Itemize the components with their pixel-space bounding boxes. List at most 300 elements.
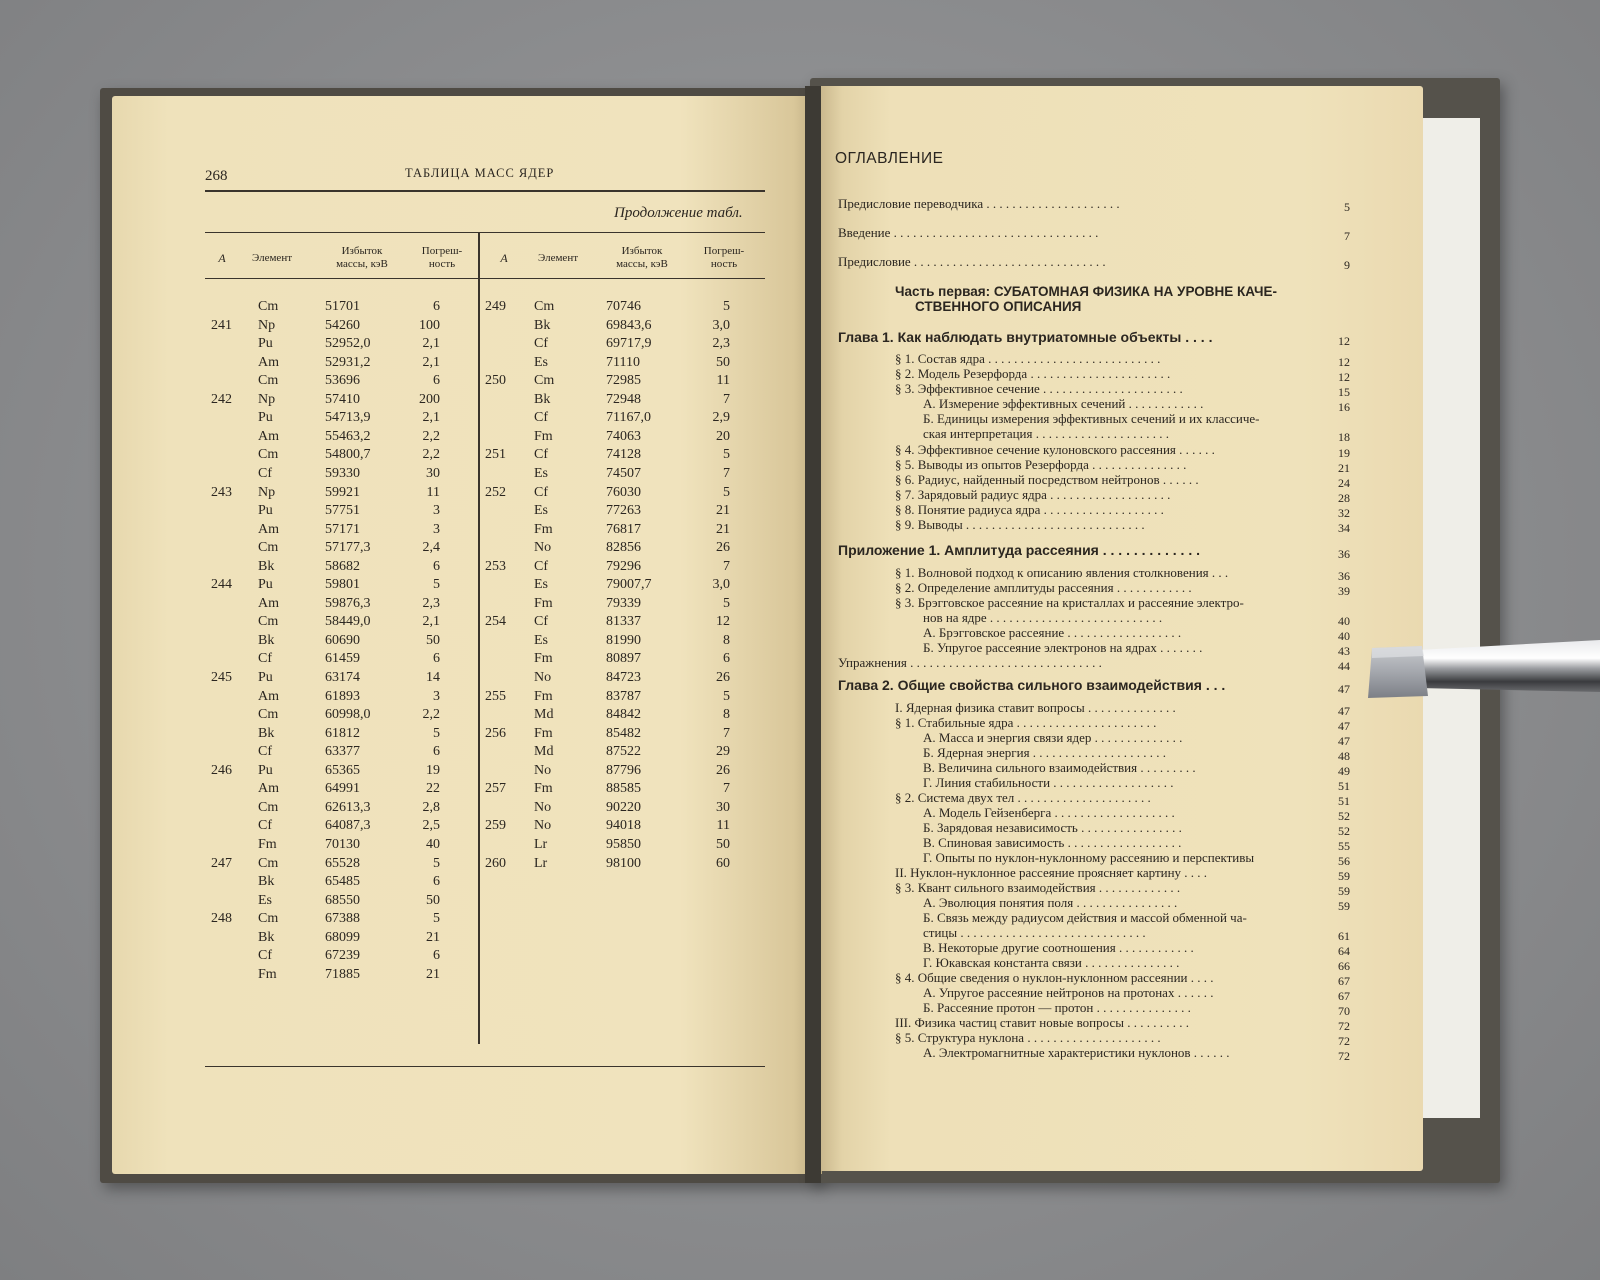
toc-entry: III. Физика частиц ставит новые вопросы . . . . . . . . . .: [895, 1015, 1189, 1030]
header-excess-1b: массы, кэВ: [336, 258, 388, 270]
table-cell-mass-excess: 64087,3: [325, 818, 371, 834]
header-excess-1a: Избыток: [341, 245, 383, 257]
table-cell-error: 8: [723, 632, 730, 648]
table-cell-element: Pu: [258, 577, 273, 593]
table-cell-mass-excess: 60998,0: [325, 707, 371, 723]
table-cell-error: 30: [716, 799, 730, 815]
header-error-1b: ность: [428, 258, 456, 270]
table-cell-mass-excess: 74128: [606, 447, 641, 463]
table-cell-mass-excess: 88585: [606, 781, 641, 797]
toc-entry: § 2. Система двух тел . . . . . . . . . . . . . . . . . . . . .: [895, 790, 1151, 805]
book-spine: [805, 86, 821, 1183]
table-cell-element: Cf: [258, 948, 272, 964]
table-cell-error: 6: [433, 948, 440, 964]
table-cell-mass-excess: 58449,0: [325, 614, 371, 630]
table-cell-error: 2,9: [712, 410, 730, 426]
table-cell-element: Cm: [258, 707, 279, 723]
table-cell-element: No: [534, 799, 552, 815]
table-cell-mass-excess: 52931,2: [325, 354, 371, 370]
table-cell-element: Bk: [534, 317, 551, 333]
table-cell-mass-excess: 95850: [606, 836, 641, 852]
table-cell-error: 5: [723, 484, 730, 500]
toc-page-number: 70: [1338, 1004, 1350, 1018]
toc-page-number: 9: [1344, 258, 1350, 272]
table-cell-element: Lr: [534, 855, 548, 871]
table-cell-mass-excess: 58682: [325, 558, 360, 574]
table-cell-element: Cm: [258, 855, 279, 871]
table-cell-mass-excess: 98100: [606, 855, 641, 871]
table-cell-error: 50: [716, 836, 730, 852]
table-cell-error: 2,3: [422, 595, 440, 611]
table-cell-mass-excess: 64991: [325, 781, 360, 797]
table-cell-mass-excess: 55463,2: [325, 428, 371, 444]
table-cell-element: Pu: [258, 336, 273, 352]
table-cell-mass-excess: 54713,9: [325, 410, 371, 426]
table-cell-error: 100: [419, 317, 440, 333]
toc-page-number: 47: [1338, 682, 1350, 696]
table-cell-element: Md: [534, 707, 554, 723]
table-cell-error: 30: [426, 465, 440, 481]
toc-page-number: 61: [1338, 929, 1350, 943]
toc-page-number: 40: [1338, 614, 1350, 628]
table-cell-mass-excess: 70130: [325, 836, 360, 852]
table-cell-mass-number: 249: [485, 299, 506, 314]
table-cell-mass-excess: 87522: [606, 744, 641, 760]
toc-page-number: 52: [1338, 824, 1350, 838]
toc-entry: Предисловие . . . . . . . . . . . . . . . . . . . . . . . . . . . . . .: [838, 254, 1106, 269]
table-cell-error: 7: [723, 781, 730, 797]
table-cell-mass-excess: 63377: [325, 744, 360, 760]
toc-entry: § 9. Выводы . . . . . . . . . . . . . . . . . . . . . . . . . . . .: [895, 517, 1145, 532]
table-cell-element: Np: [258, 484, 276, 500]
toc-entry: нов на ядре . . . . . . . . . . . . . . . . . . . . . . . . . . .: [923, 610, 1163, 625]
table-cell-mass-excess: 80897: [606, 651, 641, 667]
toc-page-number: 19: [1338, 446, 1350, 460]
table-cell-mass-excess: 57171: [325, 521, 360, 537]
table-cell-mass-excess: 71110: [606, 354, 640, 370]
table-cell-error: 6: [723, 651, 730, 667]
toc-page-number: 39: [1338, 584, 1350, 598]
table-cell-mass-excess: 71167,0: [606, 410, 651, 426]
toc-page-number: 51: [1338, 779, 1350, 793]
toc-page-number: 44: [1338, 659, 1350, 673]
table-cell-element: Cm: [258, 447, 279, 463]
toc-page-number: 72: [1338, 1019, 1350, 1033]
table-cell-error: 5: [433, 577, 440, 593]
table-cell-element: Fm: [534, 781, 553, 797]
toc-page-number: 47: [1338, 719, 1350, 733]
table-cell-mass-excess: 67388: [325, 911, 360, 927]
toc-page-number: 36: [1338, 547, 1350, 561]
table-cell-element: Lr: [534, 836, 548, 852]
toc-entry: § 4. Общие сведения о нуклон-нуклонном рассеянии . . . .: [895, 970, 1214, 985]
table-cell-mass-number: 246: [211, 762, 232, 778]
table-cell-element: Es: [258, 892, 272, 908]
table-cell-element: Cf: [534, 336, 548, 352]
toc-page-number: 16: [1338, 400, 1350, 414]
table-cell-element: Am: [258, 781, 279, 797]
table-cell-error: 3: [433, 521, 440, 537]
table-cell-element: Bk: [534, 391, 551, 407]
table-cell-mass-excess: 84842: [606, 707, 641, 723]
table-cell-element: Am: [258, 521, 279, 537]
toc-entry: Б. Зарядовая независимость . . . . . . . . . . . . . . . .: [923, 820, 1182, 835]
toc-entry: СТВЕННОГО ОПИСАНИЯ: [915, 299, 1082, 314]
toc-page-number: 55: [1338, 839, 1350, 853]
table-cell-error: 26: [716, 670, 730, 685]
toc-page-number: 59: [1338, 869, 1350, 883]
toc-entry: Предисловие переводчика . . . . . . . . . . . . . . . . . . . . .: [838, 196, 1120, 211]
table-cell-mass-excess: 57410: [325, 391, 360, 407]
table-cell-mass-number: 253: [485, 558, 506, 574]
toc-page-number: 32: [1338, 506, 1350, 520]
table-cell-mass-number: 241: [211, 317, 232, 333]
table-cell-error: 3,0: [712, 577, 730, 593]
table-cell-mass-number: 248: [211, 911, 232, 927]
table-cell-error: 3: [433, 503, 440, 519]
table-cell-element: Am: [258, 595, 279, 611]
table-cell-error: 11: [426, 484, 440, 500]
table-cell-mass-excess: 85482: [606, 725, 641, 741]
table-cell-mass-excess: 61893: [325, 688, 360, 704]
table-cell-element: Np: [258, 391, 276, 407]
table-cell-element: Am: [258, 688, 279, 704]
table-cell-element: No: [534, 540, 552, 556]
table-cell-error: 200: [419, 391, 440, 407]
table-cell-error: 5: [723, 595, 730, 611]
toc-entry: Упражнения . . . . . . . . . . . . . . . . . . . . . . . . . . . . . .: [838, 655, 1102, 670]
table-cell-mass-excess: 61812: [325, 725, 360, 741]
table-cell-element: Pu: [258, 762, 273, 778]
table-cell-error: 11: [716, 373, 730, 389]
table-cell-mass-excess: 83787: [606, 688, 641, 704]
table-cell-mass-excess: 61459: [325, 651, 360, 667]
table-cell-error: 3: [433, 688, 440, 704]
table-cell-error: 6: [433, 558, 440, 574]
header-element-1: Элемент: [251, 252, 293, 264]
table-cell-element: Cm: [258, 799, 279, 815]
table-cell-element: Cm: [258, 911, 279, 927]
toc-page-number: 59: [1338, 884, 1350, 898]
header-a-1: A: [218, 251, 226, 265]
table-cell-mass-excess: 57751: [325, 503, 360, 519]
table-cell-error: 2,1: [422, 614, 440, 630]
table-cell-mass-excess: 81990: [606, 632, 641, 648]
table-cell-error: 8: [723, 707, 730, 723]
table-cell-element: Bk: [258, 725, 275, 741]
table-cell-element: Cf: [258, 818, 272, 834]
header-error-2b: ность: [710, 258, 738, 270]
table-cell-mass-excess: 59330: [325, 465, 360, 481]
table-cell-element: Fm: [534, 428, 553, 444]
table-cell-error: 2,1: [422, 336, 440, 352]
table-cell-element: No: [534, 762, 552, 778]
table-cell-error: 2,8: [422, 799, 440, 815]
toc-entry: § 6. Радиус, найденный посредством нейтронов . . . . . .: [895, 472, 1199, 487]
toc-entry: § 1. Стабильные ядра . . . . . . . . . . . . . . . . . . . . . .: [895, 715, 1157, 730]
toc-page-number: 12: [1338, 370, 1350, 384]
toc-entry: Б. Единицы измерения эффективных сечений и их классиче-: [923, 411, 1260, 426]
table-cell-mass-excess: 76817: [606, 521, 641, 537]
toc-entry: Глава 1. Как наблюдать внутриатомные объекты . . . .: [838, 330, 1213, 345]
table-cell-element: Cf: [534, 614, 548, 630]
toc-page-number: 47: [1338, 704, 1350, 718]
toc-page-number: 15: [1338, 385, 1350, 399]
table-cell-error: 21: [426, 966, 440, 982]
table-cell-mass-number: 245: [211, 670, 232, 685]
toc-entry: Часть первая: СУБАТОМНАЯ ФИЗИКА НА УРОВНЕ КАЧЕ-: [895, 284, 1277, 299]
toc-entry: Б. Ядерная энергия . . . . . . . . . . . . . . . . . . . . .: [923, 745, 1167, 760]
page-number: 268: [205, 168, 228, 184]
table-cell-error: 6: [433, 373, 440, 389]
header-error-2a: Погреш-: [703, 245, 745, 257]
toc-entry: § 1. Состав ядра . . . . . . . . . . . . . . . . . . . . . . . . . . .: [895, 351, 1161, 366]
toc-page-number: 12: [1338, 355, 1350, 369]
table-cell-mass-excess: 62613,3: [325, 799, 371, 815]
table-cell-error: 11: [716, 818, 730, 834]
table-cell-mass-excess: 74063: [606, 428, 641, 444]
table-cell-mass-excess: 65365: [325, 762, 360, 778]
table-cell-mass-excess: 74507: [606, 465, 641, 481]
table-cell-element: Pu: [258, 410, 273, 426]
table-cell-error: 5: [723, 299, 730, 314]
table-cell-error: 2,2: [422, 428, 440, 444]
toc-entry: Б. Рассеяние протон — протон . . . . . . . . . . . . . . .: [923, 1000, 1191, 1015]
table-cell-mass-excess: 68550: [325, 892, 360, 908]
table-continuation-label: Продолжение табл.: [614, 205, 743, 221]
table-cell-error: 2,2: [422, 707, 440, 723]
table-cell-element: Cf: [258, 744, 272, 760]
toc-entry: В. Величина сильного взаимодействия . . . . . . . . .: [923, 760, 1196, 775]
toc-page-number: 21: [1338, 461, 1350, 475]
table-cell-mass-excess: 79007,7: [606, 577, 652, 593]
table-cell-element: Am: [258, 428, 279, 444]
toc-page-number: 64: [1338, 944, 1350, 958]
table-cell-error: 6: [433, 299, 440, 314]
toc-entry: А. Упругое рассеяние нейтронов на протонах . . . . . .: [923, 985, 1214, 1000]
toc-page-number: 51: [1338, 794, 1350, 808]
table-cell-mass-excess: 72985: [606, 373, 641, 389]
table-cell-error: 26: [716, 540, 730, 556]
toc-entry: § 3. Квант сильного взаимодействия . . . . . . . . . . . . .: [895, 880, 1181, 895]
table-cell-mass-excess: 87796: [606, 762, 641, 778]
table-cell-error: 6: [433, 744, 440, 760]
toc-entry: II. Нуклон-нуклонное рассеяние проясняет картину . . . .: [895, 865, 1208, 880]
table-cell-error: 7: [723, 465, 730, 481]
header-a-2: A: [500, 251, 508, 265]
table-cell-error: 22: [426, 781, 440, 797]
table-cell-element: No: [534, 818, 552, 834]
table-cell-error: 14: [426, 670, 440, 685]
table-cell-element: Cm: [258, 614, 279, 630]
toc-entry: А. Брэгговское рассеяние . . . . . . . . . . . . . . . . . .: [923, 625, 1182, 640]
toc-page-number: 12: [1338, 334, 1350, 348]
table-cell-mass-number: 256: [485, 725, 506, 741]
table-cell-element: Bk: [258, 558, 275, 574]
table-cell-mass-excess: 82856: [606, 540, 641, 556]
table-cell-mass-number: 255: [485, 688, 506, 704]
table-cell-element: Cm: [258, 299, 279, 314]
table-cell-mass-excess: 81337: [606, 614, 641, 630]
table-cell-element: Cm: [534, 299, 555, 314]
table-cell-mass-excess: 71885: [325, 966, 360, 982]
toc-page-number: 66: [1338, 959, 1350, 973]
toc-page-number: 43: [1338, 644, 1350, 658]
table-cell-mass-excess: 67239: [325, 948, 360, 964]
table-cell-error: 60: [716, 855, 730, 871]
toc-title: ОГЛАВЛЕНИЕ: [835, 150, 944, 167]
table-cell-element: Bk: [258, 929, 275, 945]
table-cell-element: Pu: [258, 670, 273, 685]
table-cell-element: No: [534, 670, 552, 685]
toc-page-number: 56: [1338, 854, 1350, 868]
table-cell-mass-number: 260: [485, 855, 506, 871]
header-excess-2a: Избыток: [621, 245, 663, 257]
table-cell-element: Es: [534, 354, 548, 370]
table-cell-element: Cf: [258, 651, 272, 667]
table-cell-mass-excess: 94018: [606, 818, 641, 834]
table-cell-error: 21: [716, 503, 730, 519]
toc-page-number: 5: [1344, 200, 1350, 214]
table-cell-mass-excess: 68099: [325, 929, 360, 945]
table-cell-mass-excess: 60690: [325, 632, 360, 648]
table-cell-element: Am: [258, 354, 279, 370]
table-cell-error: 6: [433, 651, 440, 667]
table-cell-mass-number: 259: [485, 818, 506, 834]
table-cell-mass-number: 242: [211, 391, 232, 407]
table-cell-element: Md: [534, 744, 554, 760]
table-cell-element: Fm: [534, 725, 553, 741]
table-cell-error: 7: [723, 391, 730, 407]
toc-entry: Б. Связь между радиусом действия и массой обменной ча-: [923, 910, 1247, 925]
table-cell-element: Cm: [534, 373, 555, 389]
table-cell-mass-excess: 57177,3: [325, 540, 371, 556]
table-cell-mass-excess: 65528: [325, 855, 360, 871]
toc-entry: Введение . . . . . . . . . . . . . . . . . . . . . . . . . . . . . . . .: [838, 225, 1099, 240]
toc-page-number: 49: [1338, 764, 1350, 778]
toc-entry: Г. Юкавская константа связи . . . . . . . . . . . . . . .: [923, 955, 1180, 970]
table-cell-mass-excess: 53696: [325, 373, 360, 389]
table-cell-mass-excess: 79296: [606, 558, 641, 574]
table-cell-mass-excess: 76030: [606, 484, 641, 500]
toc-entry: I. Ядерная физика ставит вопросы . . . . . . . . . . . . . .: [895, 700, 1176, 715]
table-cell-element: Bk: [258, 632, 275, 648]
toc-entry: Приложение 1. Амплитуда рассеяния . . . . . . . . . . . . .: [838, 543, 1200, 558]
table-cell-mass-excess: 59801: [325, 577, 360, 593]
table-cell-element: Cm: [258, 373, 279, 389]
table-cell-error: 21: [426, 929, 440, 945]
toc-page-number: 18: [1338, 430, 1350, 444]
table-cell-error: 5: [433, 855, 440, 871]
toc-entry: § 2. Модель Резерфорда . . . . . . . . . . . . . . . . . . . . . .: [895, 366, 1171, 381]
table-cell-mass-excess: 69717,9: [606, 336, 652, 352]
table-cell-mass-number: 251: [485, 447, 506, 463]
table-cell-error: 2,2: [422, 447, 440, 463]
table-cell-mass-excess: 63174: [325, 670, 360, 685]
table-header-rule: [205, 278, 765, 279]
toc-entry: А. Масса и энергия связи ядер . . . . . . . . . . . . . .: [923, 730, 1183, 745]
table-cell-mass-number: 250: [485, 373, 506, 389]
table-cell-error: 5: [433, 725, 440, 741]
table-cell-mass-excess: 59921: [325, 484, 360, 500]
header-excess-2b: массы, кэВ: [616, 258, 668, 270]
toc-entry: § 3. Брэгговское рассеяние на кристаллах и рассеяние электро-: [895, 595, 1244, 610]
table-cell-error: 50: [426, 632, 440, 648]
table-cell-mass-excess: 90220: [606, 799, 641, 815]
toc-entry: А. Модель Гейзенберга . . . . . . . . . . . . . . . . . . .: [923, 805, 1175, 820]
table-cell-error: 12: [716, 614, 730, 630]
table-cell-mass-excess: 70746: [606, 299, 641, 314]
toc-entry: Глава 2. Общие свойства сильного взаимодействия . . .: [838, 678, 1226, 693]
toc-page-number: 7: [1344, 229, 1350, 243]
table-cell-element: Fm: [534, 521, 553, 537]
table-cell-error: 7: [723, 558, 730, 574]
table-cell-mass-excess: 77263: [606, 503, 641, 519]
toc-entry: В. Спиновая зависимость . . . . . . . . . . . . . . . . . .: [923, 835, 1182, 850]
table-cell-mass-number: 257: [485, 781, 506, 797]
table-cell-error: 21: [716, 521, 730, 537]
table-cell-mass-number: 254: [485, 614, 506, 630]
table-cell-mass-excess: 69843,6: [606, 317, 652, 333]
toc-entry: стицы . . . . . . . . . . . . . . . . . . . . . . . . . . . . .: [923, 925, 1146, 940]
table-cell-mass-excess: 51701: [325, 299, 360, 314]
toc-page-number: 36: [1338, 569, 1350, 583]
toc-page-number: 59: [1338, 899, 1350, 913]
table-cell-mass-excess: 79339: [606, 595, 641, 611]
toc-page-number: 34: [1338, 521, 1350, 535]
table-cell-element: Np: [258, 317, 276, 333]
toc-entry: Б. Упругое рассеяние электронов на ядрах . . . . . . .: [923, 640, 1203, 655]
toc-entry: Г. Опыты по нуклон-нуклонному рассеянию и перспективы: [923, 850, 1255, 865]
table-cell-error: 29: [716, 744, 730, 760]
toc-page-number: 67: [1338, 989, 1350, 1003]
toc-page-number: 72: [1338, 1034, 1350, 1048]
table-cell-error: 7: [723, 725, 730, 741]
table-cell-element: Cf: [534, 484, 548, 500]
toc-entry: § 3. Эффективное сечение . . . . . . . . . . . . . . . . . . . . . .: [895, 381, 1183, 396]
header-error-1a: Погреш-: [421, 245, 463, 257]
table-cell-mass-excess: 72948: [606, 391, 641, 407]
table-cell-element: Fm: [534, 651, 553, 667]
toc-entry: § 8. Понятие радиуса ядра . . . . . . . . . . . . . . . . . . .: [895, 502, 1164, 517]
header-rule: [205, 190, 765, 192]
table-cell-element: Es: [534, 577, 548, 593]
table-cell-error: 40: [426, 836, 440, 852]
table-cell-error: 26: [716, 762, 730, 778]
table-cell-error: 5: [433, 911, 440, 927]
table-top-rule: [205, 232, 765, 233]
toc-entry: Г. Линия стабильности . . . . . . . . . . . . . . . . . . .: [923, 775, 1174, 790]
toc-entry: ская интерпретация . . . . . . . . . . . . . . . . . . . . .: [923, 426, 1169, 441]
toc-entry: § 4. Эффективное сечение кулоновского рассеяния . . . . . .: [895, 442, 1215, 457]
table-cell-element: Fm: [258, 966, 277, 982]
toc-page-number: 48: [1338, 749, 1350, 763]
running-head: ТАБЛИЦА МАСС ЯДЕР: [405, 166, 555, 180]
table-cell-element: Bk: [258, 874, 275, 890]
table-cell-error: 2,1: [422, 354, 440, 370]
table-cell-error: 50: [716, 354, 730, 370]
table-cell-mass-excess: 54800,7: [325, 447, 371, 463]
toc-entry: А. Электромагнитные характеристики нуклонов . . . . . .: [923, 1045, 1230, 1060]
table-cell-error: 20: [716, 428, 730, 444]
toc-page-number: 72: [1338, 1049, 1350, 1063]
table-cell-mass-number: 244: [211, 577, 232, 593]
table-cell-element: Es: [534, 503, 548, 519]
table-cell-error: 3,0: [712, 317, 730, 333]
table-cell-element: Cf: [534, 558, 548, 574]
toc-entry: § 1. Волновой подход к описанию явления столкновения . . .: [895, 565, 1229, 580]
column-divider: [478, 232, 480, 1044]
